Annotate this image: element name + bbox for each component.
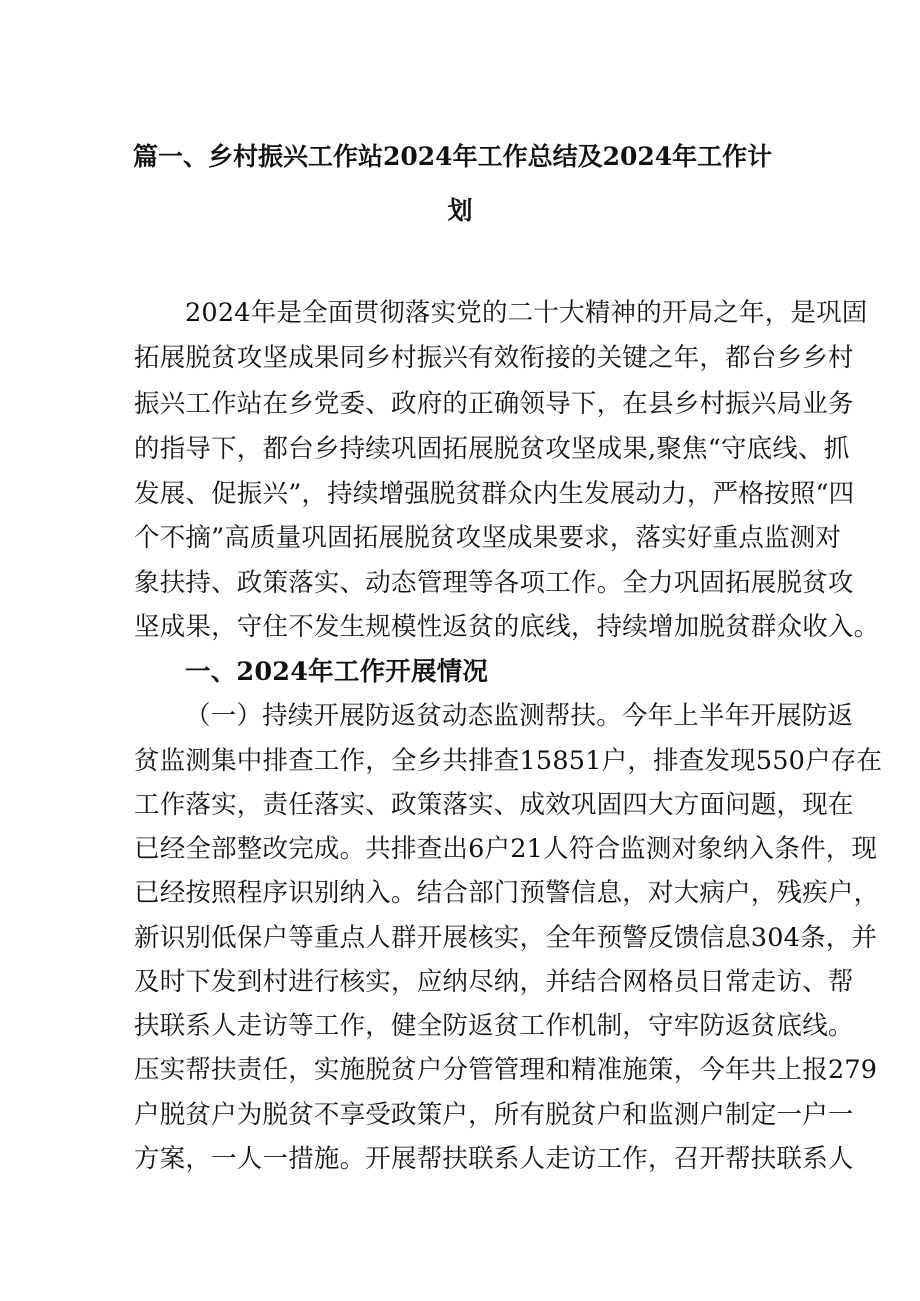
- paragraph-line: 扶联系人走访等工作，健全防返贫工作机制，守牢防返贫底线。: [134, 1011, 854, 1041]
- paragraph-line: 个不摘”高质量巩固拓展脱贫攻坚成果要求，落实好重点监测对: [134, 523, 842, 553]
- paragraph-line: 发展、促振兴”，持续增强脱贫群众内生发展动力，严格按照“四: [134, 479, 855, 509]
- paragraph-line: 方案，一人一措施。开展帮扶联系人走访工作，召开帮扶联系人: [134, 1144, 854, 1174]
- paragraph-line: 工作落实，责任落实、政策落实、成效巩固四大方面问题，现在: [134, 790, 854, 820]
- paragraph-line: 象扶持、政策落实、动态管理等各项工作。全力巩固拓展脱贫攻: [134, 568, 854, 598]
- paragraph-line: 2024年是全面贯彻落实党的二十大精神的开局之年，是巩固: [185, 298, 868, 328]
- paragraph-line: 及时下发到村进行核实，应纳尽纳，并结合网格员日常走访、帮: [134, 967, 854, 997]
- document-title-line-1: 篇一、乡村振兴工作站2024年工作总结及2024年工作计: [133, 142, 773, 171]
- paragraph-line: （一）持续开展防返贫动态监测帮扶。今年上半年开展防返: [185, 701, 854, 731]
- section-heading: 一、2024年工作开展情况: [185, 657, 489, 687]
- paragraph-line: 贫监测集中排查工作，全乡共排查15851户，排查发现550户存在: [134, 746, 883, 776]
- paragraph-line: 已经全部整改完成。共排查出6户21人符合监测对象纳入条件，现: [134, 834, 878, 864]
- paragraph-line: 坚成果，守住不发生规模性返贫的底线，持续增加脱贫群众收入。: [134, 612, 880, 642]
- paragraph-line: 已经按照程序识别纳入。结合部门预警信息，对大病户，残疾户，: [134, 878, 880, 908]
- document-title-line-2: 划: [447, 196, 473, 225]
- paragraph-line: 新识别低保户等重点人群开展核实，全年预警反馈信息304条，并: [134, 923, 878, 953]
- paragraph-line: 压实帮扶责任，实施脱贫户分管管理和精准施策，今年共上报279: [134, 1055, 878, 1085]
- paragraph-line: 振兴工作站在乡党委、政府的正确领导下，在县乡村振兴局业务: [134, 389, 854, 419]
- paragraph-line: 的指导下，都台乡持续巩固拓展脱贫攻坚成果,聚焦“守底线、抓: [134, 434, 850, 464]
- paragraph-line: 拓展脱贫攻坚成果同乡村振兴有效衔接的关键之年，都台乡乡村: [134, 343, 854, 373]
- paragraph-line: 户脱贫户为脱贫不享受政策户，所有脱贫户和监测户制定一户一: [134, 1100, 854, 1130]
